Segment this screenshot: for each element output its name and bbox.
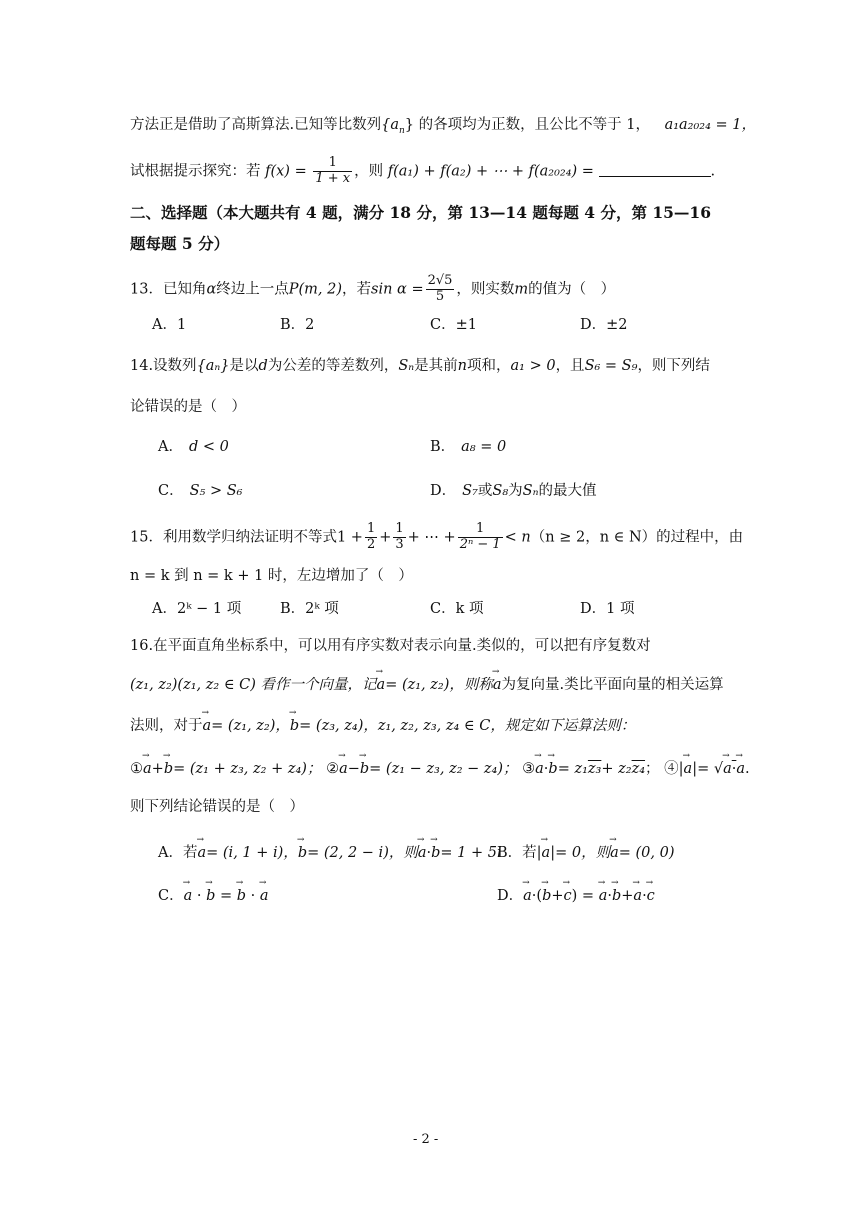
q16-line-1: 16.在平面直角坐标系中，可以用有序实数对表示向量.类似的，可以把有序复数对 — [130, 638, 651, 654]
plus-sign: + — [379, 529, 392, 546]
seq-an: {$a_n$ — [381, 117, 405, 136]
answer-blank[interactable] — [599, 164, 711, 177]
q15-option-b[interactable]: B．2ᵏ 项 — [280, 601, 339, 617]
q14-option-b[interactable]: B． a₈ = 0 — [430, 439, 507, 455]
q15-option-d[interactable]: D．1 项 — [580, 601, 635, 617]
q14-text-f: ，且 — [555, 358, 585, 374]
q15-stem — [130, 522, 743, 553]
q14-option-c[interactable]: C． S₅ > S₆ — [158, 483, 243, 499]
section-heading-line-2: 题每题 5 分） — [130, 234, 230, 253]
d-symbol: d — [258, 358, 268, 374]
ellipsis-sum: + ⋯ + — [407, 529, 456, 546]
ineq-start: 1 + — [336, 529, 363, 546]
sn-symbol: Sₙ — [398, 358, 415, 374]
rule3-a: → a — [535, 762, 544, 777]
q16-option-d[interactable]: D．→ a·(→ b+→ c) = → a·→ b+→ a·→ c — [497, 889, 655, 904]
intro-line-2 — [130, 156, 715, 187]
vector-b-3: → b — [290, 719, 299, 734]
section-heading-line-1: 二、选择题（本大题共有 4 题，满分 18 分，第 13—14 题每题 4 分，第 15—16 — [130, 203, 711, 222]
q16-line-3: 法则，对于→ a= (z₁, z₂)，→ b= (z₃, z₄)，z₁, z₂, z₃, z₄ ∈ C，规定如下运算法则： — [130, 719, 635, 734]
rule2-b: → b — [360, 762, 369, 777]
vector-a: → a — [377, 678, 386, 693]
q13-text-c: ，若 — [342, 281, 372, 298]
q16-line-5: 则下列结论错误的是（ ） — [130, 799, 304, 815]
intro-text-a: 方法正是借助了高斯算法.已知等比数列 — [130, 117, 382, 133]
q15-condition: （n ≥ 2，n ∈ N）的过程中，由 — [530, 529, 744, 546]
q13-option-b[interactable]: B．2 — [280, 317, 315, 333]
period: . — [710, 163, 716, 180]
q16-option-b[interactable]: B．若|→ a|= 0，则→ a= (0, 0) — [497, 846, 674, 861]
q14-option-d[interactable]: D． S₇或S₈为Sₙ的最大值 — [430, 483, 597, 499]
q16-option-a[interactable]: A．若→ a= (i, 1 + i)，→ b= (2, 2 − i)，则→ a·→ b= 1 + 5i — [158, 846, 502, 861]
alpha-symbol: α — [206, 281, 217, 298]
sin-expr: sin α = — [371, 281, 424, 298]
vector-a-2: → a — [493, 678, 502, 693]
intro-text-d: ，则 — [354, 163, 384, 180]
q14-text-d: 是其前 — [414, 358, 458, 374]
q14-text-b: 是以 — [229, 358, 259, 374]
rule1-b: → b — [164, 762, 173, 777]
cond-a1: a₁ > 0 — [510, 358, 556, 374]
function-sum: f(a₁) + f(a₂) + ⋯ + f(a₂₀₂₄) = — [387, 163, 594, 180]
rule2-a: → a — [339, 762, 348, 777]
q13-stem — [130, 274, 615, 305]
product-condition: a₁a₂₀₂₄ = 1， — [664, 117, 757, 133]
vector-a-3: → a — [203, 719, 212, 734]
q14-stem — [130, 359, 710, 374]
q15-text-a: 15．利用数学归纳法证明不等式 — [130, 529, 337, 546]
q14-option-a[interactable]: A． d < 0 — [158, 439, 229, 455]
frac-last: $\frac{1}{\text{2ⁿ − 1}}$ — [459, 521, 501, 552]
q14-text-c: 为公差的等差数列， — [267, 358, 399, 374]
frac-half: $\frac{1}{2}$ — [366, 521, 376, 552]
q13-text-a: 13．已知角 — [130, 281, 207, 298]
rule1-a: → a — [143, 762, 152, 777]
cond-s6-s9: S₆ = S₉ — [584, 358, 638, 374]
q14-text-e: 项和， — [467, 358, 511, 374]
page-number: - 2 - — [413, 1132, 439, 1147]
q13-option-a[interactable]: A．1 — [152, 317, 187, 333]
q16-option-c[interactable]: C．→ a · → b = → b · → a — [158, 889, 269, 904]
q14-stem-line-2: 论错误的是（ ） — [130, 399, 246, 415]
rule3-b: → b — [548, 762, 557, 777]
q14-text-a: 14.设数列 — [130, 358, 197, 374]
q16-line-2: (z₁, z₂)(z₁, z₂ ∈ C) 看作一个向量，记→ a= (z₁, z₂)，则称→ a为复向量.类比平面向量的相关运算 — [130, 678, 724, 693]
q13-option-d[interactable]: D．±2 — [580, 317, 628, 333]
m-symbol: m — [514, 281, 529, 298]
q15-option-a[interactable]: A．2ᵏ − 1 项 — [152, 601, 242, 617]
q13-option-c[interactable]: C．±1 — [430, 317, 477, 333]
q13-text-b: 终边上一点 — [216, 281, 289, 298]
sin-fraction: $\frac{2√5}{5}$ — [427, 273, 453, 304]
ineq-end: < n — [504, 529, 531, 546]
seq-an-14: {aₙ} — [196, 358, 230, 374]
q16-rules: ①→ a+→ b= (z₁ + z₃, z₂ + z₄)； ②→ a−→ b= (z₁ − z₃, z₂ − z₄)； ③→ a·→ b= z₁z₃+ z₂z₄； ④|→ a|= √→ a·→ a. — [130, 762, 750, 777]
intro-line-1 — [130, 118, 756, 136]
intro-text-b: } 的各项均为正数，且公比不等于 1， — [404, 117, 650, 133]
q14-text-g: ，则下列结 — [637, 358, 710, 374]
q13-text-e: 的值为（ ） — [528, 281, 616, 298]
frac-third: $\frac{1}{3}$ — [395, 521, 404, 552]
rule4-a: → a — [684, 762, 693, 777]
q13-text-d: ，则实数 — [456, 281, 515, 298]
n-symbol: n — [457, 358, 467, 374]
function-def: f(x) = — [265, 163, 307, 180]
q15-option-c[interactable]: C．k 项 — [430, 601, 484, 617]
intro-text-c: 试根据提示探究：若 — [130, 163, 261, 180]
q15-stem-line-2: n = k 到 n = k + 1 时，左边增加了（ ） — [130, 568, 413, 584]
function-fraction: $\frac{1}{1 + x}$ — [315, 155, 351, 186]
point-p: P(m, 2) — [288, 281, 343, 298]
